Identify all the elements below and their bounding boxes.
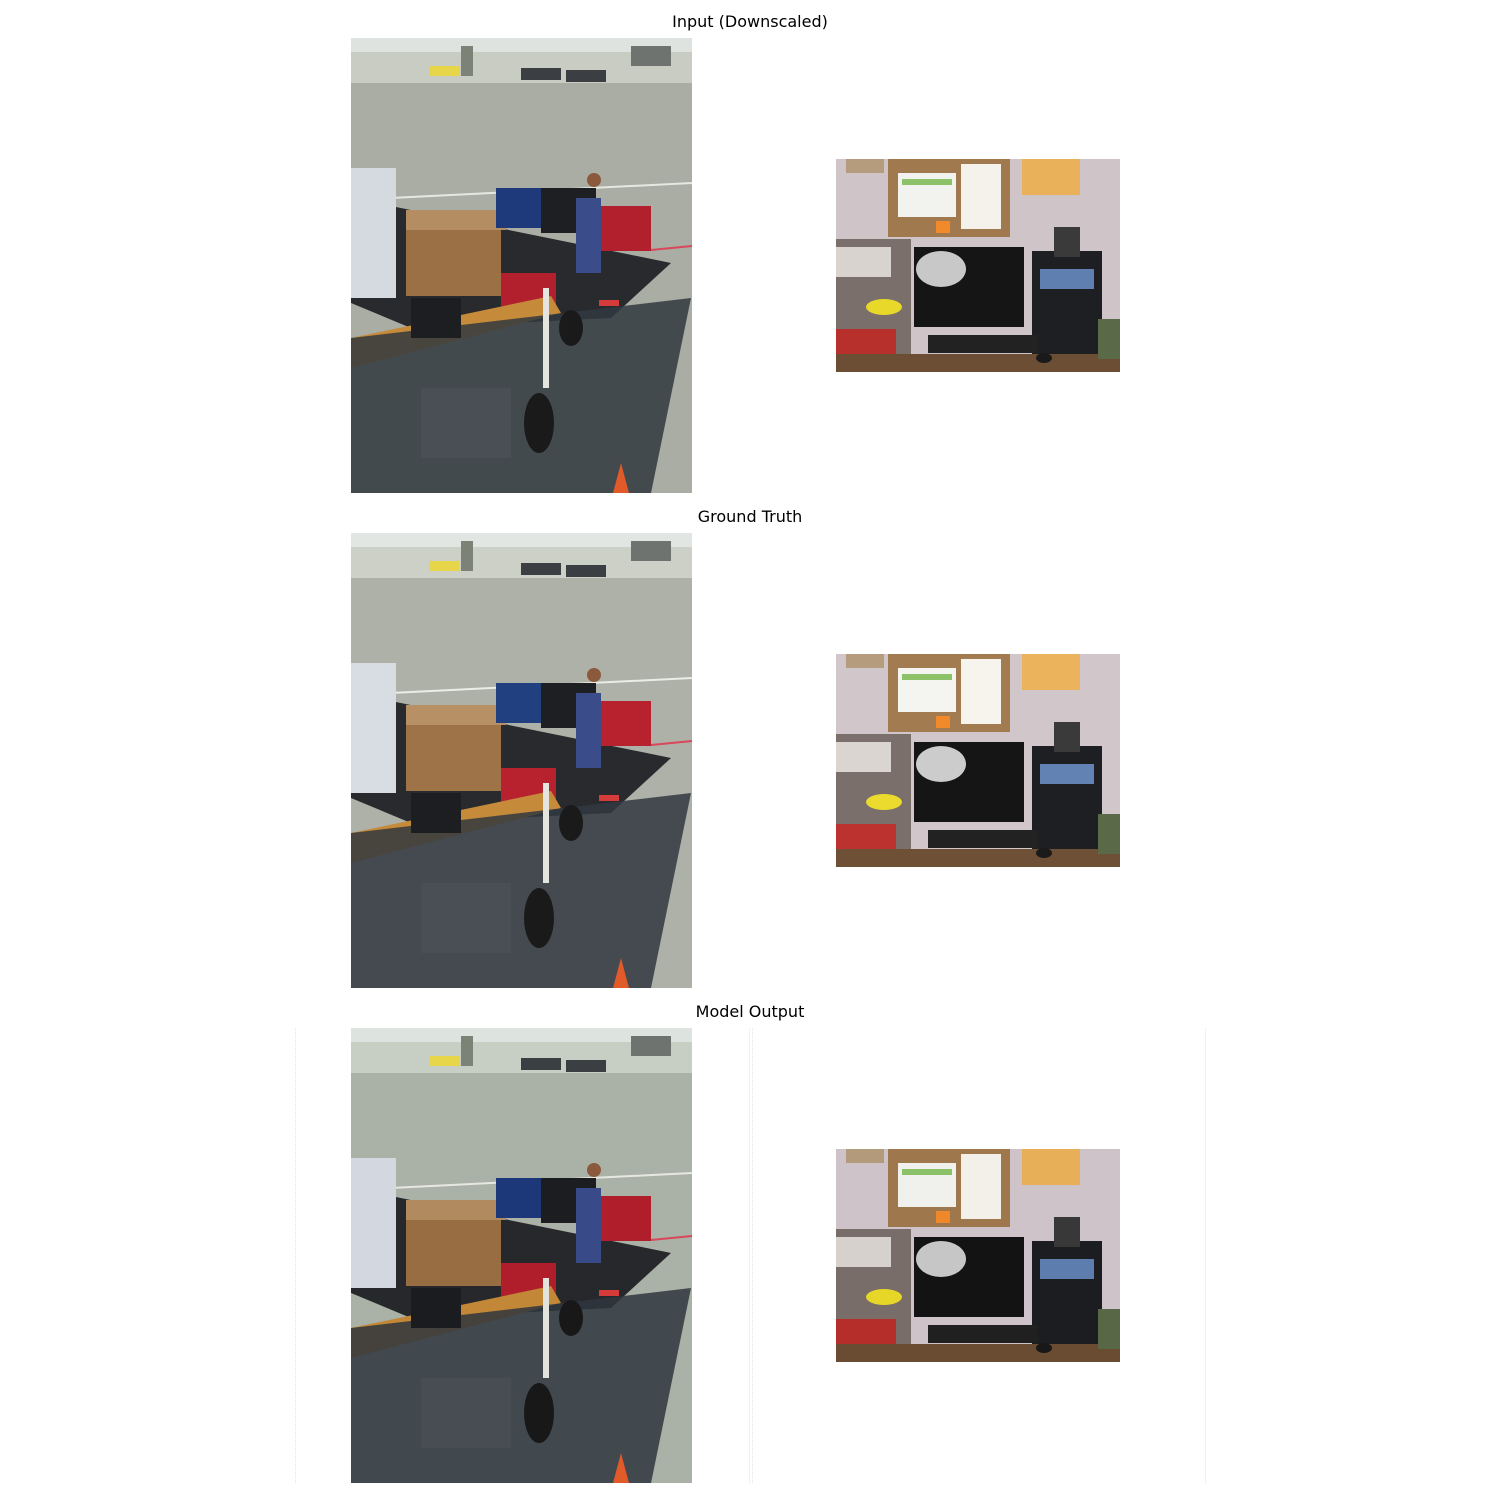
row-title-ground-truth: Ground Truth	[697, 507, 803, 526]
input-office-image	[836, 159, 1120, 372]
office-scene	[836, 1149, 1120, 1362]
ground-truth-office-image	[836, 654, 1120, 867]
office-scene	[836, 159, 1120, 372]
ground-truth-airport-image	[351, 533, 692, 988]
airport-scene	[351, 1028, 692, 1483]
office-scene	[836, 654, 1120, 867]
row-title-input: Input (Downscaled)	[672, 12, 828, 31]
input-airport-image	[351, 38, 692, 493]
airport-scene	[351, 533, 692, 988]
model-output-airport-image	[351, 1028, 692, 1483]
model-output-office-image	[836, 1149, 1120, 1362]
airport-scene	[351, 38, 692, 493]
row-title-model-output: Model Output	[695, 1002, 805, 1021]
